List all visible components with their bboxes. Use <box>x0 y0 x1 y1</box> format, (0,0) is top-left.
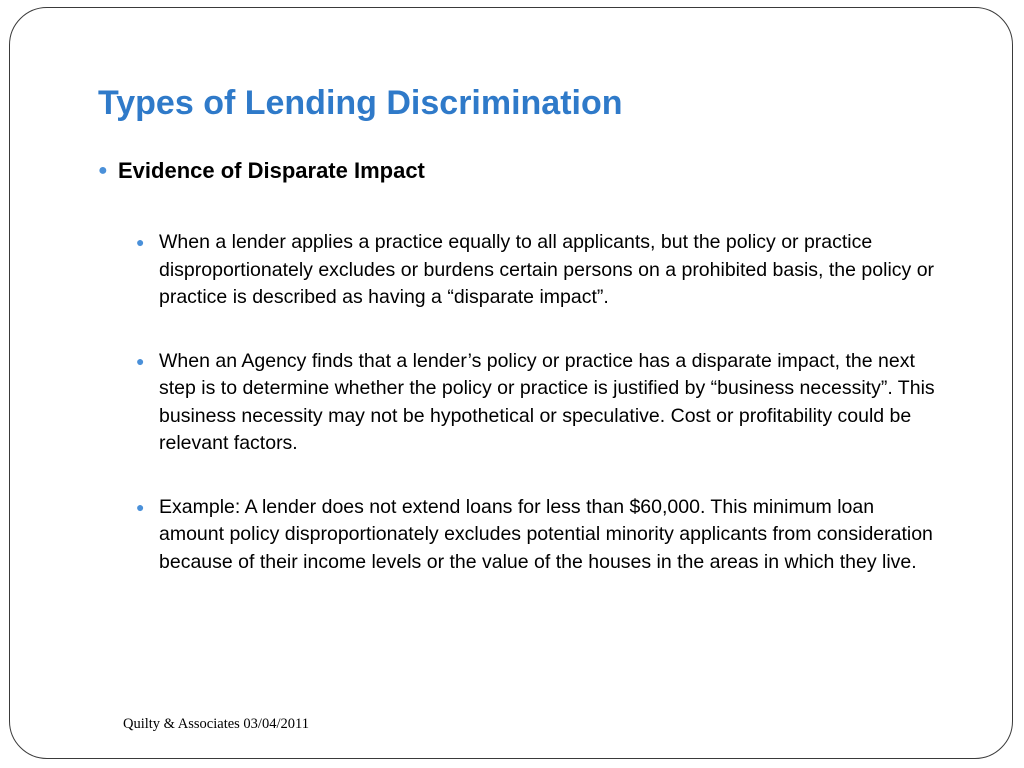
sub-bullet-text: When an Agency finds that a lender’s policy or practice has a disparate impact, the next step is to determine whether the policy or practice is justified by “business necessity”. This business necessity may not be hypothetical or speculative. Cost or profitability could be relevant factors. <box>159 349 935 454</box>
sub-bullet-text: When a lender applies a practice equally to all applicants, but the policy or practice disproportionately excludes or burdens certain persons on a prohibited basis, the policy or practice is described as having a “disparate impact”. <box>159 231 935 308</box>
bullet-heading: Evidence of Disparate Impact <box>118 158 425 183</box>
sub-bullet-item <box>136 348 936 458</box>
slide-footer: Quilty & Associates 03/04/2011 <box>123 716 309 732</box>
slide-title: Types of Lending Discrimination <box>98 84 623 122</box>
bullet-dot-icon: ● <box>136 352 145 369</box>
bullet-dot-icon: ● <box>98 162 108 179</box>
bullet-dot-icon: ● <box>136 234 145 250</box>
bullet-dot-icon: ● <box>136 498 145 515</box>
bullet-heading-row <box>98 158 425 184</box>
sub-bullet-text: Example: A lender does not extend loans for less than $60,000. This minimum loan amount policy disproportionately excludes potential minority applicants from consideration because of their income levels or the value of the houses in the areas in which they live. <box>159 495 933 573</box>
sub-bullet-item <box>136 494 936 577</box>
sub-bullet-item <box>136 229 936 312</box>
slide-frame <box>9 7 1013 759</box>
sub-bullet-list <box>136 229 936 612</box>
